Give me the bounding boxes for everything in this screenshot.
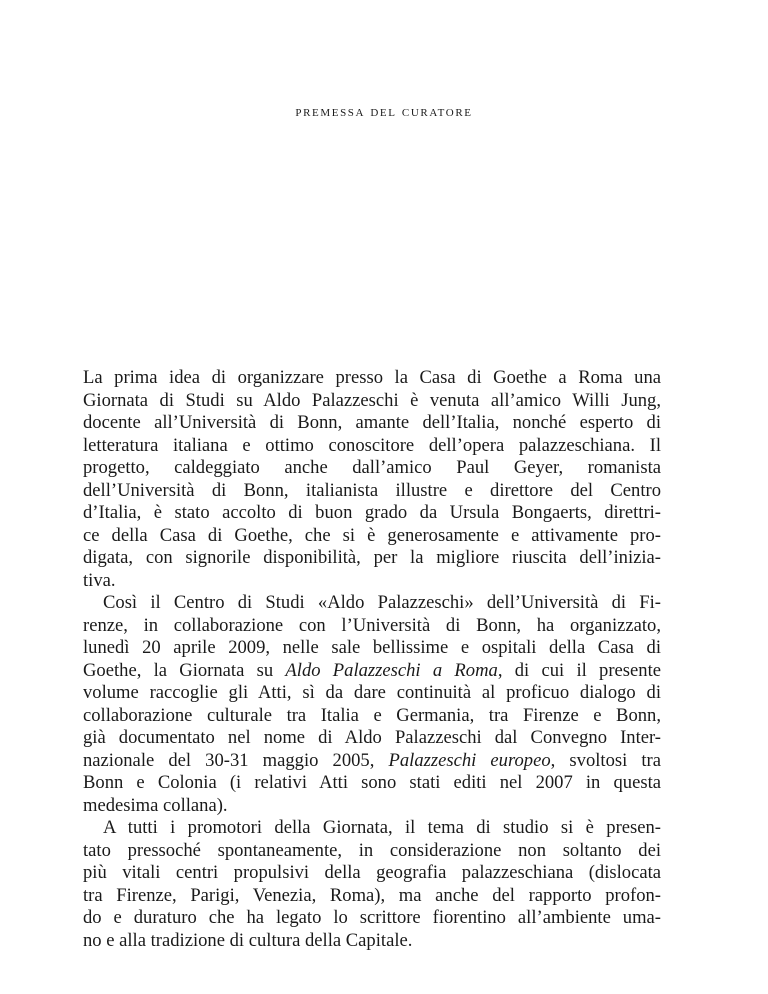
text-segment: già documentato nel nome di Aldo Palazzeschi dal Convegno Inter- [83, 727, 661, 748]
text-segment: tra Firenze, Parigi, Venezia, Roma), ma anche del rapporto profon- [83, 884, 661, 906]
text-line [83, 480, 661, 503]
text-line [83, 930, 661, 953]
text-line [83, 457, 661, 480]
text-segment: ce della Casa di Goethe, che si è generosamente e attivamente pro- [83, 524, 661, 546]
text-line [83, 660, 661, 683]
text-segment: tiva. [83, 569, 116, 591]
italic-title: Aldo Palazzeschi a Roma [285, 659, 498, 681]
text-line [83, 570, 661, 593]
text-line [83, 547, 661, 570]
text-segment: digata, con signorile disponibilità, per la migliore riuscita dell’inizia- [83, 547, 661, 568]
text-line [83, 907, 661, 930]
text-segment: Bonn e Colonia (i relativi Atti sono stati editi nel 2007 in questa [83, 772, 661, 793]
text-line [83, 840, 661, 863]
text-segment: La prima idea di organizzare presso la Casa di Goethe a Roma una [83, 367, 661, 388]
text-segment: lunedì 20 aprile 2009, nelle sale bellissime e ospitali della Casa di [83, 637, 661, 658]
text-segment: più vitali centri propulsivi della geografia palazzeschiana (dislocata [83, 862, 661, 883]
text-line [83, 817, 661, 840]
text-segment: docente all’Università di Bonn, amante dell’Italia, nonché esperto di [83, 412, 661, 433]
text-line [83, 885, 661, 908]
text-line [83, 727, 661, 750]
text-segment: dell’Università di Bonn, italianista illustre e direttore del Centro [83, 479, 661, 501]
text-segment: , di cui il presente [497, 659, 661, 681]
text-line [83, 615, 661, 638]
text-segment: Giornata di Studi su Aldo Palazzeschi è venuta all’amico Willi Jung, [83, 389, 661, 411]
body-text [83, 367, 661, 952]
italic-title: Palazzeschi europeo [388, 749, 551, 771]
text-line [83, 502, 661, 525]
text-segment: tato pressoché spontaneamente, in considerazione non soltanto dei [83, 839, 661, 861]
text-line [83, 705, 661, 728]
text-line [83, 862, 661, 885]
text-line [83, 772, 661, 795]
text-segment: do e duraturo che ha legato lo scrittore fiorentino all’ambiente uma- [83, 907, 661, 928]
text-segment: progetto, caldeggiato anche dall’amico Paul Geyer, romanista [83, 457, 661, 478]
text-segment: volume raccoglie gli Atti, sì da dare continuità al proficuo dialogo di [83, 682, 661, 703]
text-line [83, 750, 661, 773]
page-heading: premessa del curatore [295, 104, 473, 120]
text-segment: letteratura italiana e ottimo conoscitore dell’opera palazzeschiana. Il [83, 434, 661, 456]
text-segment: , svoltosi tra [550, 749, 661, 771]
text-line [83, 682, 661, 705]
text-line [83, 637, 661, 660]
text-line [83, 525, 661, 548]
text-segment: Così il Centro di Studi «Aldo Palazzeschi» dell’Università di Fi- [103, 592, 661, 613]
text-segment: d’Italia, è stato accolto di buon grado da Ursula Bongaerts, direttri- [83, 502, 661, 523]
text-segment: renze, in collaborazione con l’Università di Bonn, ha organizzato, [83, 614, 661, 636]
text-segment: no e alla tradizione di cultura della Capitale. [83, 929, 413, 951]
text-segment: A tutti i promotori della Giornata, il tema di studio si è presen- [103, 817, 661, 838]
text-line [83, 412, 661, 435]
text-line [83, 592, 661, 615]
text-segment: medesima collana). [83, 794, 228, 816]
text-segment: Goethe, la Giornata su [83, 659, 286, 681]
text-line [83, 795, 661, 818]
text-segment: collaborazione culturale tra Italia e Germania, tra Firenze e Bonn, [83, 704, 661, 726]
text-segment: nazionale del 30-31 maggio 2005, [83, 749, 389, 771]
text-line [83, 390, 661, 413]
text-line [83, 435, 661, 458]
text-line [83, 367, 661, 390]
